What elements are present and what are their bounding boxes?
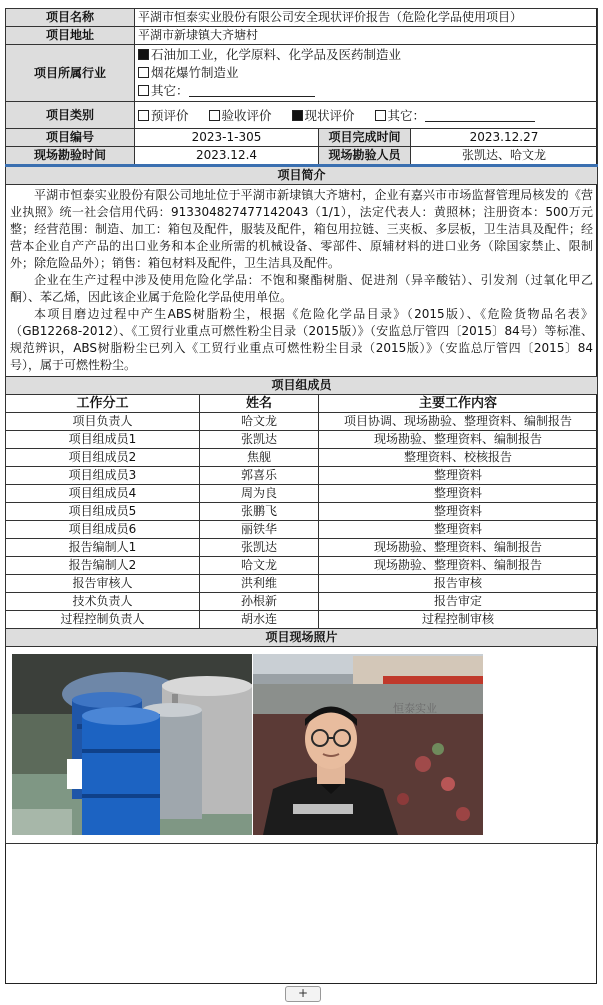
type-option-acceptance[interactable]: [209, 108, 272, 123]
survey-time-label: 现场勘验时间: [6, 147, 135, 166]
type-option-pre[interactable]: [138, 108, 189, 123]
industry-option-fireworks[interactable]: [138, 64, 594, 82]
team-member-name: 孙根新: [200, 593, 319, 611]
project-number-label: 项目编号: [6, 129, 135, 147]
type-other-blank[interactable]: [425, 109, 535, 122]
team-header-name: 姓名: [200, 395, 319, 413]
intro-paragraph: 平湖市恒泰实业股份有限公司地址位于平湖市新埭镇大齐塘村，企业有嘉兴市市场监督管理局核发的《营业执照》统一社会信用代码：913304827477142043（1/1），法定代表人：黄照林；注册资本：500万元整；经营范围：制造、加工：箱包及配件，服装及配件，箱包用拉链、三夹板、多层板，卫生洁具及配件；经营本企业自产产品的出口业务和本企业所需的机械设备、零部件、原辅材料的进口业务（除国家禁止、限制外；除危险品外）；销售：箱包材料及配件，卫生洁具及配件。: [10, 188, 593, 270]
report-table: [5, 8, 598, 844]
checkbox-checked-icon: [292, 110, 303, 121]
team-member-name: 胡水连: [200, 611, 319, 629]
site-photo-drums: [12, 654, 252, 835]
team-member-name: 张鹏飞: [200, 503, 319, 521]
team-duty: 整理资料、校核报告: [319, 449, 598, 467]
team-role: 项目组成员3: [6, 467, 200, 485]
drums-image: [12, 654, 252, 835]
team-role: 技术负责人: [6, 593, 200, 611]
add-page-button[interactable]: +: [285, 986, 321, 1002]
team-title: 项目组成员: [6, 377, 598, 395]
intro-paragraph: 本项目磨边过程中产生ABS树脂粉尘，根据《危险化学品目录》（2015版）、《危险货物品名表》（GB12268-2012）、《工贸行业重点可燃性粉尘目录（2015版）》（安监总厅管四〔2015〕84号）等标准、规范辨识，ABS树脂粉尘已列入《工贸行业重点可燃性粉尘目录（2015版）》（安监总厅管四〔2015〕84号），属于可燃性粉尘。: [10, 307, 593, 372]
survey-people: 张凯达、哈文龙: [411, 147, 598, 166]
team-duty: 整理资料: [319, 467, 598, 485]
team-member-name: 张凯达: [200, 539, 319, 557]
team-member-name: 哈文龙: [200, 413, 319, 431]
type-option-pre-label: 预评价: [151, 107, 189, 123]
industry-option-other[interactable]: [138, 82, 594, 100]
industry-option-petrochem[interactable]: [138, 46, 594, 64]
type-option-current-label: 现状评价: [304, 107, 355, 123]
staff-photo-image: [253, 654, 483, 835]
industry-option-fireworks-label: 烟花爆竹制造业: [151, 65, 239, 80]
checkbox-unchecked-icon: [209, 110, 220, 121]
type-option-acceptance-label: 验收评价: [221, 107, 272, 123]
team-duty: 整理资料: [319, 485, 598, 503]
team-member-name: 周为良: [200, 485, 319, 503]
project-number: 2023-1-305: [135, 129, 319, 147]
type-options: [135, 102, 598, 129]
photos-area: [6, 647, 598, 844]
project-name: 平湖市恒泰实业股份有限公司安全现状评价报告（危险化学品使用项目）: [135, 9, 598, 27]
checkbox-unchecked-icon: [138, 67, 149, 78]
team-member-name: 哈文龙: [200, 557, 319, 575]
finish-time-label: 项目完成时间: [319, 129, 411, 147]
team-member-name: 丽铁华: [200, 521, 319, 539]
site-photo-staff: [253, 654, 483, 835]
team-role: 项目组成员1: [6, 431, 200, 449]
checkbox-unchecked-icon: [375, 110, 386, 121]
team-duty: 现场勘验、整理资料、编制报告: [319, 557, 598, 575]
team-role: 报告编制人1: [6, 539, 200, 557]
type-option-other[interactable]: [375, 108, 536, 123]
industry-option-petrochem-label: 石油加工业，化学原料、化学品及医药制造业: [151, 47, 402, 62]
industry-other-blank[interactable]: [189, 84, 315, 97]
team-duty: 过程控制审核: [319, 611, 598, 629]
team-header-role: 工作分工: [6, 395, 200, 413]
survey-people-label: 现场勘验人员: [319, 147, 411, 166]
finish-time: 2023.12.27: [411, 129, 598, 147]
team-header-duty: 主要工作内容: [319, 395, 598, 413]
team-member-name: 洪利维: [200, 575, 319, 593]
team-role: 报告审核人: [6, 575, 200, 593]
type-label: 项目类别: [6, 102, 135, 129]
team-role: 报告编制人2: [6, 557, 200, 575]
team-role: 过程控制负责人: [6, 611, 200, 629]
intro-paragraph: 企业在生产过程中涉及使用危险化学品：不饱和聚酯树脂、促进剂（异辛酸钴）、引发剂（过氧化甲乙酮）、苯乙烯，因此该企业属于危险化学品使用单位。: [10, 273, 593, 304]
project-name-label: 项目名称: [6, 9, 135, 27]
team-member-name: 焦舰: [200, 449, 319, 467]
project-address-label: 项目地址: [6, 27, 135, 45]
team-duty: 现场勘验、整理资料、编制报告: [319, 539, 598, 557]
type-option-current[interactable]: [292, 108, 355, 123]
type-option-other-label: 其它：: [387, 107, 426, 123]
team-duty: 整理资料: [319, 503, 598, 521]
team-duty: 报告审核: [319, 575, 598, 593]
checkbox-unchecked-icon: [138, 110, 149, 121]
intro-body: [6, 185, 598, 377]
team-role: 项目组成员5: [6, 503, 200, 521]
team-role: 项目组成员4: [6, 485, 200, 503]
checkbox-unchecked-icon: [138, 85, 149, 96]
industry-options: [135, 45, 598, 102]
team-role: 项目组成员6: [6, 521, 200, 539]
checkbox-checked-icon: [138, 49, 149, 60]
wall-sign-text: 恒泰实业: [393, 702, 437, 715]
team-duty: 整理资料: [319, 521, 598, 539]
team-member-name: 郭喜乐: [200, 467, 319, 485]
team-member-name: 张凯达: [200, 431, 319, 449]
industry-label: 项目所属行业: [6, 45, 135, 102]
photos-title: 项目现场照片: [6, 629, 598, 647]
survey-time: 2023.12.4: [135, 147, 319, 166]
team-role: 项目负责人: [6, 413, 200, 431]
team-duty: 报告审定: [319, 593, 598, 611]
team-role: 项目组成员2: [6, 449, 200, 467]
team-duty: 现场勘验、整理资料、编制报告: [319, 431, 598, 449]
team-duty: 项目协调、现场勘验、整理资料、编制报告: [319, 413, 598, 431]
intro-title: 项目简介: [6, 166, 598, 185]
project-address: 平湖市新埭镇大齐塘村: [135, 27, 598, 45]
industry-option-other-label: 其它：: [151, 83, 189, 98]
